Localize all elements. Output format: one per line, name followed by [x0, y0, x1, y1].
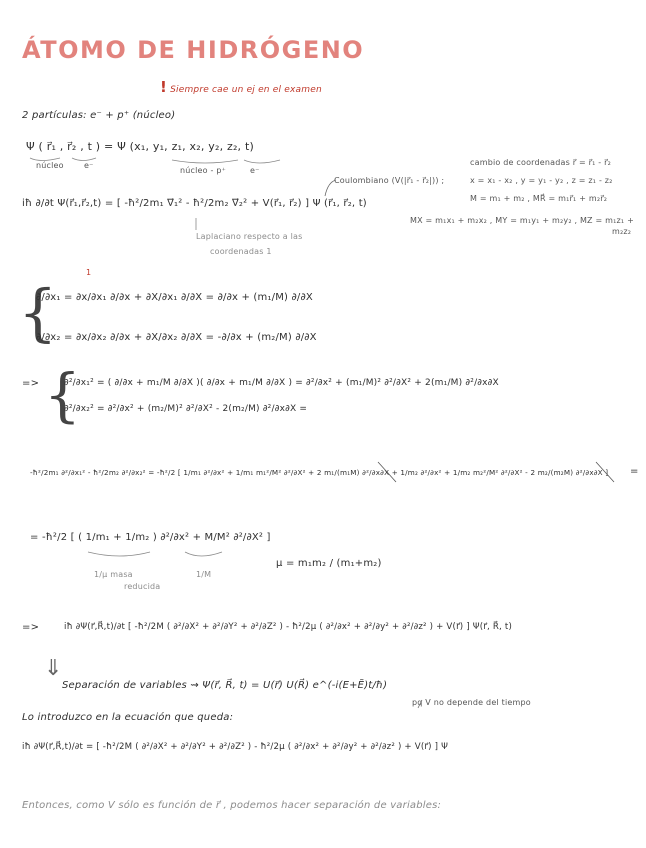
electron-coords-underbrace: [244, 160, 280, 163]
cancel-stroke-2: [596, 462, 614, 482]
total-mass-underbrace: [185, 552, 222, 556]
laplacian-note-line1: Laplaciano respecto a las: [196, 232, 303, 241]
double-arrow-icon: ⇓: [44, 656, 63, 681]
kinetic-equals: =: [630, 466, 639, 477]
introduce-line: Lo introduzco en la ecuación que queda:: [22, 712, 234, 723]
page-title: ÁTOMO DE HIDRÓGENO: [22, 36, 365, 64]
final-equation: iħ ∂Ψ(r⃗,R⃗,t)/∂t = [ -ħ²/2M ( ∂²/∂X² + ∂²/∂Y² + ∂²/∂Z² ) - ħ²/2μ ( ∂²/∂x² + ∂²/∂y² + ∂²/∂z² ) + V(r⃗) ] Ψ: [22, 742, 449, 752]
full-equation: iħ ∂Ψ(r⃗,R⃗,t)/∂t [ -ħ²/2M ( ∂²/∂X² + ∂²/∂Y² + ∂²/∂Z² ) - ħ²/2μ ( ∂²/∂x² + ∂²/∂y² + ∂²/∂z² ) + V(r⃗) ] Ψ(r⃗, R⃗, t): [64, 622, 513, 632]
coulomb-note: Coulombiano (V(|r⃗₁ - r⃗₂|)) ;: [334, 176, 445, 185]
nucleus-label: núcleo: [36, 161, 64, 170]
second-derivative-x1: ∂²/∂x₁² = ( ∂/∂x + m₁/M ∂/∂X )( ∂/∂x + m₁/M ∂/∂X ) = ∂²/∂x² + (m₁/M)² ∂²/∂X² + 2(m₁/M) ∂²/∂x∂X: [64, 378, 499, 388]
warning-text: Siempre cae un ej en el examen: [170, 85, 322, 95]
separation-of-variables: Separación de variables ⇝ Ψ(r⃗, R⃗, t) = U(r⃗) U(R⃗) e^(-i(E+Ẽ)t/ħ): [62, 680, 388, 691]
electron-label: e⁻: [84, 161, 94, 170]
conclusion-line: Entonces, como V sólo es función de r⃗ , podemos hacer separación de variables:: [22, 800, 442, 811]
second-derivative-x2: ∂²/∂x₂² = ∂²/∂x² + (m₂/M)² ∂²/∂X² - 2(m₂/M) ∂²/∂x∂X =: [64, 404, 308, 414]
cancel-stroke-1: [378, 462, 396, 482]
reduced-mass-note: 1/μ masa: [94, 570, 133, 579]
reduced-mass-note-line2: reducida: [124, 582, 161, 591]
kinetic-energy-expansion: -ħ²/2m₁ ∂²/∂x₁² - ħ²/2m₂ ∂²/∂x₂² = -ħ²/2 [ 1/m₁ ∂²/∂x² + 1/m₁ m₁²/M² ∂²/∂X² + 2 m₁/(m₁M) ∂²/∂x∂X + 1/m₂ ∂²/∂x² + 1/m₂ m₂²/M² ∂²/∂X² - 2 m₂/(m₂M) ∂²/∂x∂X ]: [30, 468, 609, 477]
nucleus-proton-label: núcleo - p⁺: [180, 166, 227, 175]
system-brace-2: {: [44, 361, 81, 429]
wavefunction-definition: Ψ ( r⃗₁ , r⃗₂ , t ) = Ψ (x₁, y₁, z₁, x₂, y₂, z₂, t): [26, 140, 254, 153]
reduced-mass-definition: μ = m₁m₂ / (m₁+m₂): [276, 558, 382, 569]
implies-arrow-2: =>: [22, 622, 40, 633]
system-brace-1: {: [18, 276, 58, 349]
nucleus-underbrace: [30, 158, 60, 161]
electron-coords-label: e⁻: [250, 166, 260, 175]
laplacian-note-line2: coordenadas 1: [210, 247, 272, 256]
kinetic-result: = -ħ²/2 [ ( 1/m₁ + 1/m₂ ) ∂²/∂x² + M/M² ∂²/∂X² ]: [30, 532, 271, 543]
derivative-x2: ∂/∂x₂ = ∂x/∂x₂ ∂/∂x + ∂X/∂x₂ ∂/∂X = -∂/∂x + (m₂/M) ∂/∂X: [36, 332, 317, 343]
pq-pointer: [418, 700, 422, 708]
implies-arrow-1: =>: [22, 378, 40, 389]
time-independence-note: pq V no depende del tiempo: [412, 698, 531, 707]
coordinate-change-mass: M = m₁ + m₂ , MR⃗ = m₁r⃗₁ + m₂r⃗₂: [470, 194, 608, 203]
particles-line: 2 partículas: e⁻ + p⁺ (núcleo): [22, 110, 176, 121]
derivative-x1: ∂/∂x₁ = ∂x/∂x₁ ∂/∂x + ∂X/∂x₁ ∂/∂X = ∂/∂x + (m₁/M) ∂/∂X: [36, 292, 313, 303]
inverse-total-mass-note: 1/M: [196, 570, 212, 579]
coordinate-change-center-cont: m₂z₂: [612, 227, 632, 236]
coulomb-pointer: [325, 180, 336, 196]
coordinate-change-title: cambio de coordenadas r⃗ = r⃗₁ - r⃗₂: [470, 158, 612, 167]
reduced-mass-underbrace: [88, 552, 150, 556]
coordinate-change-relative: x = x₁ - x₂ , y = y₁ - y₂ , z = z₁ - z₂: [470, 176, 613, 185]
electron-underbrace: [72, 158, 96, 161]
exclamation-icon: !: [160, 78, 168, 96]
derivative-marker: 1: [86, 268, 92, 277]
coordinate-change-center: MX = m₁x₁ + m₂x₂ , MY = m₁y₁ + m₂y₂ , MZ = m₁z₁ +: [410, 216, 634, 225]
nucleus-coords-underbrace: [172, 160, 238, 163]
schrodinger-equation: iħ ∂/∂t Ψ(r⃗₁,r⃗₂,t) = [ -ħ²/2m₁ ∇⃗₁² - ħ²/2m₂ ∇⃗₂² + V(r⃗₁, r⃗₂) ] Ψ (r⃗₁, r⃗₂, t): [22, 198, 367, 209]
